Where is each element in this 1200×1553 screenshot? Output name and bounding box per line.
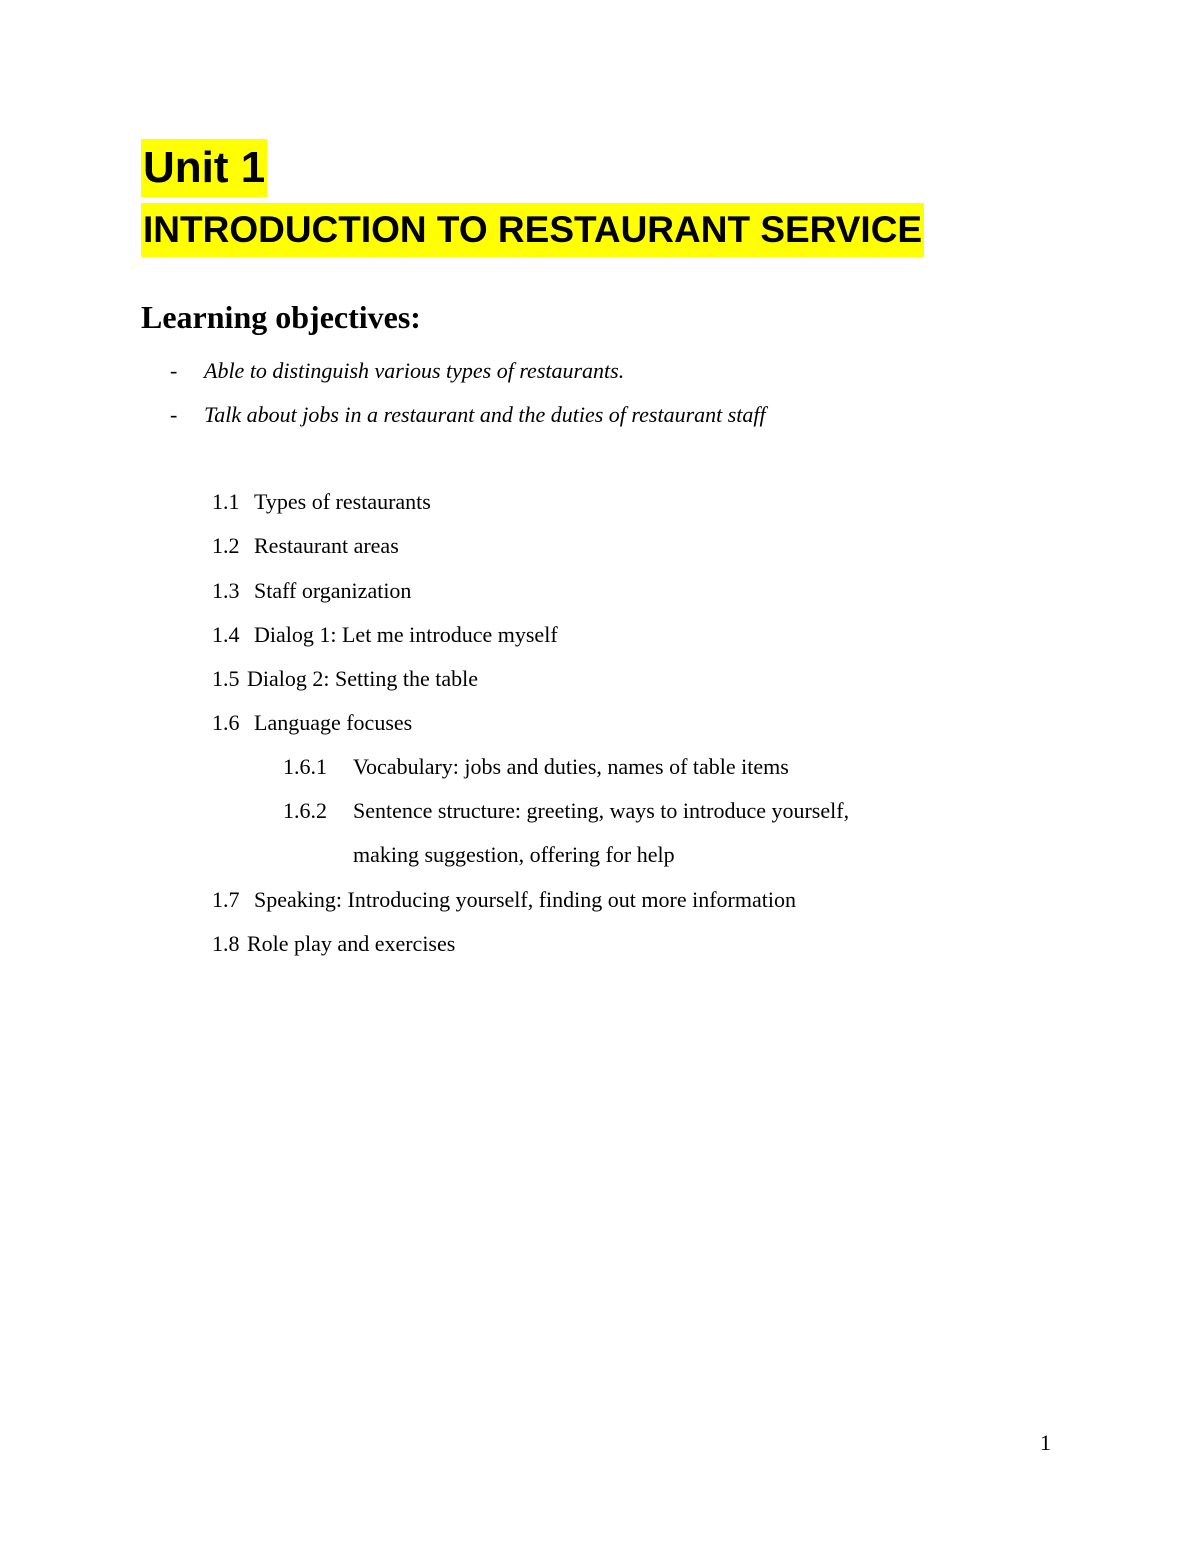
toc-text: Dialog 2: Setting the table bbox=[247, 666, 478, 691]
toc-item bbox=[212, 531, 399, 561]
objectives-heading: Learning objectives: bbox=[141, 299, 421, 335]
toc-text: Dialog 1: Let me introduce myself bbox=[254, 622, 558, 647]
toc-text: Role play and exercises bbox=[247, 931, 456, 956]
toc-number: 1.6 bbox=[212, 710, 240, 735]
toc-number: 1.6.2 bbox=[283, 798, 327, 823]
toc-number: 1.6.1 bbox=[283, 754, 327, 779]
page-number: 1 bbox=[1040, 1430, 1051, 1455]
toc-number: 1.1 bbox=[212, 489, 240, 514]
unit-title: INTRODUCTION TO RESTAURANT SERVICE bbox=[141, 203, 924, 257]
toc-item bbox=[212, 576, 411, 606]
toc-item bbox=[212, 929, 455, 959]
toc-number: 1.2 bbox=[212, 533, 240, 558]
toc-text: Vocabulary: jobs and duties, names of table items bbox=[353, 754, 789, 779]
toc-text: Speaking: Introducing yourself, finding out more information bbox=[254, 887, 796, 912]
toc-text: Staff organization bbox=[254, 578, 412, 603]
toc-number: 1.7 bbox=[212, 887, 240, 912]
objective-text: Able to distinguish various types of restaurants. bbox=[204, 358, 625, 383]
objective-item bbox=[170, 356, 624, 386]
toc-item bbox=[212, 664, 478, 694]
toc-text: Sentence structure: greeting, ways to introduce yourself, bbox=[353, 798, 850, 823]
toc-text: Types of restaurants bbox=[254, 489, 431, 514]
toc-number: 1.3 bbox=[212, 578, 240, 603]
toc-text: making suggestion, offering for help bbox=[353, 842, 675, 867]
toc-item bbox=[283, 752, 789, 782]
objective-bullet: - bbox=[170, 402, 178, 427]
unit-label: Unit 1 bbox=[141, 139, 267, 197]
objective-text: Talk about jobs in a restaurant and the duties of restaurant staff bbox=[204, 402, 766, 427]
toc-item bbox=[353, 840, 675, 870]
toc-item bbox=[212, 885, 796, 915]
objective-bullet: - bbox=[170, 358, 178, 383]
toc-item bbox=[212, 620, 558, 650]
toc-item bbox=[283, 796, 849, 826]
toc-item bbox=[212, 708, 412, 738]
toc-item bbox=[212, 487, 431, 517]
toc-text: Language focuses bbox=[254, 710, 413, 735]
toc-number: 1.4 bbox=[212, 622, 240, 647]
toc-number: 1.5 bbox=[212, 666, 240, 691]
toc-text: Restaurant areas bbox=[254, 533, 399, 558]
objective-item bbox=[170, 400, 766, 430]
toc-number: 1.8 bbox=[212, 931, 240, 956]
